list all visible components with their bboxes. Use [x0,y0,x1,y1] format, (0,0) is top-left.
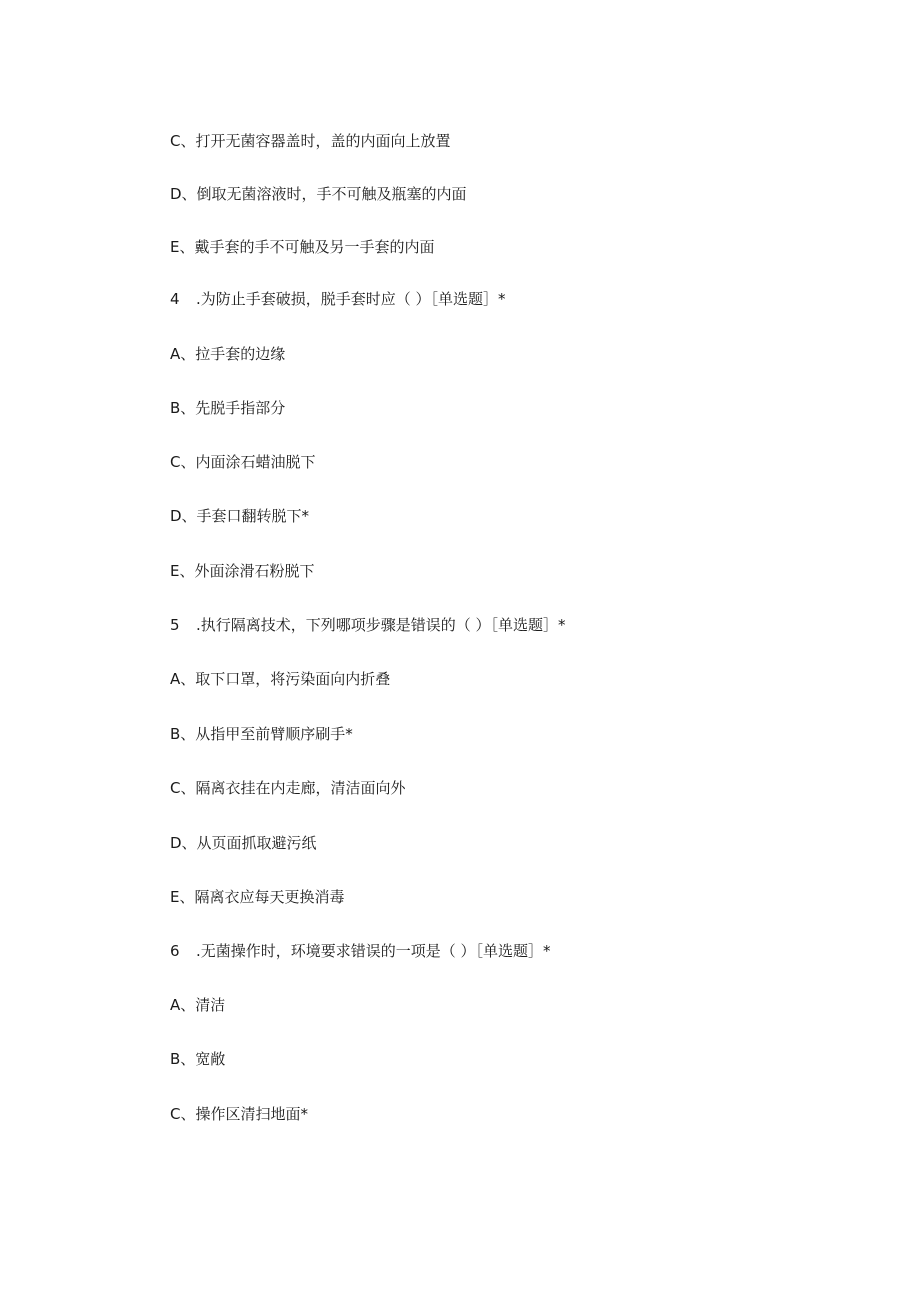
option-line [170,452,315,472]
option-text: D、从页面抓取避污纸 [170,834,317,852]
option-line [170,131,450,151]
option-line [170,995,225,1015]
option-text: D、倒取无菌溶液时，手不可触及瓶塞的内面 [170,185,467,203]
question-number: 5 [170,616,180,634]
option-text: C、内面涂石蜡油脱下 [170,453,316,471]
option-line [170,398,285,418]
question-number: 4 [170,290,180,308]
option-text: D、手套口翻转脱下* [170,507,310,525]
option-text: A、拉手套的边缘 [170,345,286,363]
option-text: B、先脱手指部分 [170,399,286,417]
option-text: E、隔离衣应每天更换消毒 [170,888,345,906]
question-text: .执行隔离技术，下列哪项步骤是错误的（ ）［单选题］* [196,616,566,634]
question-number: 6 [170,942,180,960]
option-line [170,887,344,907]
option-text: E、外面涂滑石粉脱下 [170,562,315,580]
option-line [170,669,390,689]
option-text: C、操作区清扫地面* [170,1105,308,1123]
option-line [170,833,317,853]
question-text: .无菌操作时，环境要求错误的一项是（ ）［单选题］* [196,942,551,960]
question-line [170,941,551,961]
option-text: A、取下口罩，将污染面向内折叠 [170,670,391,688]
option-text: A、清洁 [170,996,226,1014]
option-line [170,778,405,798]
question-line [170,615,566,635]
option-line [170,1049,225,1069]
option-line [170,1104,308,1124]
option-line [170,237,434,257]
option-line [170,561,314,581]
option-line [170,724,353,744]
option-text: C、隔离衣挂在内走廊，清洁面向外 [170,779,406,797]
option-text: E、戴手套的手不可触及另一手套的内面 [170,238,435,256]
question-line [170,289,506,309]
option-text: B、宽敞 [170,1050,226,1068]
option-line [170,506,309,526]
option-text: B、从指甲至前臂顺序刷手* [170,725,353,743]
option-text: C、打开无菌容器盖时，盖的内面向上放置 [170,132,451,150]
option-line [170,184,467,204]
question-text: .为防止手套破损，脱手套时应（ ）［单选题］* [196,290,506,308]
option-line [170,344,285,364]
